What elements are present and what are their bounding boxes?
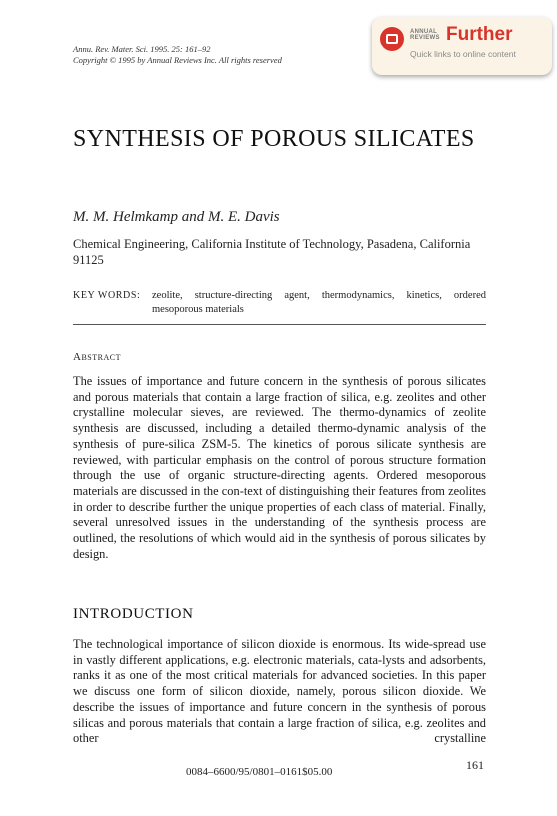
page-number: 161 xyxy=(466,758,484,772)
introduction-body: The technological importance of silicon dioxide is enormous. Its wide-spread use in vastly different applications, e.g. electronic materials, cata-lysts and adsorbents, ranks it as one of the most critical materials for advanced societies. In this paper we discuss one form of silicon dioxide, namely, porous silicon dioxide. We describe the issues of importance and future concern in the synthesis of porous silicas and porous materials that contain a large fraction of silica, e.g. zeolites and other crystalline xyxy=(73,637,486,746)
paper-title: SYNTHESIS OF POROUS SILICATES xyxy=(73,126,475,152)
further-subtitle: Quick links to online content xyxy=(410,49,516,59)
section-divider xyxy=(73,324,486,325)
journal-citation xyxy=(73,44,282,66)
introduction-heading: INTRODUCTION xyxy=(73,606,194,622)
keywords-list: zeolite, structure-directing agent, thermodynamics, kinetics, ordered mesoporous materials xyxy=(152,290,486,315)
author-affiliation: Chemical Engineering, California Institute of Technology, Pasadena, California 91125 xyxy=(73,237,471,267)
article-code: 0084–6600/95/0801–0161$05.00 xyxy=(186,766,333,778)
annual-reviews-label: ANNUAL REVIEWS xyxy=(410,28,440,41)
further-text-block xyxy=(410,25,516,59)
citation-line-2: Copyright © 1995 by Annual Reviews Inc. All rights reserved xyxy=(73,55,282,65)
further-book-icon xyxy=(380,27,404,51)
further-link-badge[interactable] xyxy=(372,17,552,75)
keywords-label: KEY WORDS: xyxy=(73,290,141,301)
abstract-body: The issues of importance and future concern in the synthesis of porous silicates and porous materials that contain a large fraction of silica, e.g. zeolites and other crystalline molecular sieves, are reviewed. The thermo-dynamics of zeolite synthesis are discussed, including a detailed thermo-dynamic analysis of the synthesis of pure-silica ZSM-5. The kinetics of porous silicate synthesis are reviewed, with particular emphasis on the control of porous structure formation through the use of organic structure-directing agents. Ordered mesoporous materials are discussed in the con-text of distinguishing their features from zeolites in order to describe further the unique properties of each class of material. Finally, several unresolved issues in the understanding of the synthesis process are outlined, the resolutions of which would aid in the synthesis of porous silicates by design. xyxy=(73,374,486,561)
abstract-heading: Abstract xyxy=(73,351,121,363)
paper-authors: M. M. Helmkamp and M. E. Davis xyxy=(73,209,280,225)
citation-line-1: Annu. Rev. Mater. Sci. 1995. 25: 161–92 xyxy=(73,44,211,54)
further-title: Further xyxy=(446,24,513,45)
